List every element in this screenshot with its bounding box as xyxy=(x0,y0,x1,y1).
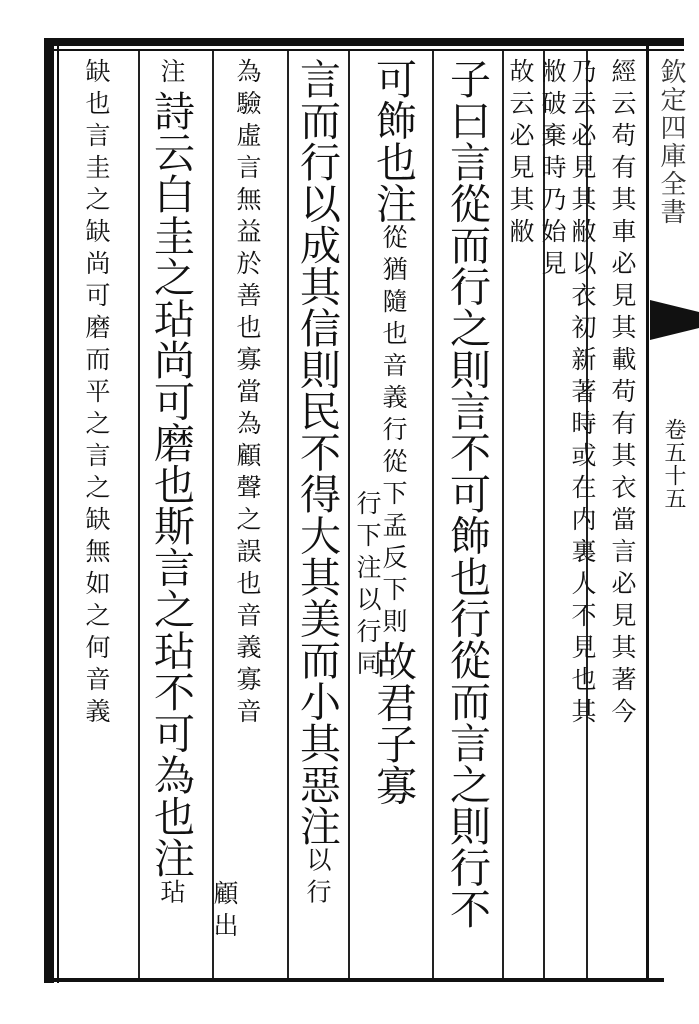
column-rule xyxy=(138,51,140,978)
main-text: 可飾也注 xyxy=(369,58,417,224)
text-column xyxy=(84,58,109,730)
annotation-text: 故云必見其敝 xyxy=(506,58,535,250)
annotation-text: 從猶隨也音義 xyxy=(379,224,408,416)
text-column xyxy=(443,58,491,930)
text-column xyxy=(293,58,341,911)
frame-right-border xyxy=(646,46,649,978)
annotation-text: 乃云必見其敝以衣初新著時或在内裏人不見也其 xyxy=(568,58,597,730)
column-rule xyxy=(212,51,214,978)
page-edge-margin xyxy=(650,58,699,978)
annotation-text: 寡音 xyxy=(233,666,262,730)
column-rule xyxy=(432,51,434,978)
annotation-text: 行下注以行同 xyxy=(353,490,382,682)
column-rule xyxy=(287,51,289,978)
text-column xyxy=(570,58,595,730)
text-column xyxy=(212,880,237,944)
annotation-text: 玷 xyxy=(157,878,186,911)
main-text: 故君子寡 xyxy=(369,640,417,806)
text-column xyxy=(610,58,635,730)
main-text: 子曰言從而行之則言不可飾也行從而言之則行不 xyxy=(443,58,491,930)
frame-left-inner-border xyxy=(57,46,59,983)
text-column xyxy=(508,58,533,250)
annotation-text: 缺也言圭之缺尚可磨而平之言之缺無如之何音義 xyxy=(82,58,111,730)
text-column xyxy=(235,58,260,730)
annotation-text: 行從下孟反下則 xyxy=(379,416,408,640)
annotation-text: 顧出 xyxy=(210,880,239,944)
frame-top-border xyxy=(44,38,684,46)
book-title-edge: 欽定四庫全書 xyxy=(656,58,686,226)
main-text: 言而行以成其信則民不得大其美而小其惡注 xyxy=(293,58,341,847)
juan-number: 卷五十五 xyxy=(661,418,686,510)
text-column xyxy=(355,490,380,682)
annotation-text: 以行 xyxy=(303,846,332,911)
text-column xyxy=(147,58,195,911)
frame-left-border xyxy=(44,38,54,983)
annotation-text: 注 xyxy=(157,58,186,90)
frame-top-inner-border xyxy=(44,49,684,51)
frame-bottom-border xyxy=(44,978,664,982)
annotation-text: 為驗虛言無益於善也寡當為顧聲之誤也音義 xyxy=(233,58,262,666)
main-text: 詩云白圭之玷尚可磨也斯言之玷不可為也注 xyxy=(147,90,195,879)
column-rule xyxy=(502,51,504,978)
text-column xyxy=(369,58,417,806)
text-column xyxy=(540,58,565,282)
annotation-text: 敝破棄時乃始見 xyxy=(538,58,567,282)
column-rule xyxy=(348,51,350,978)
annotation-text: 經云苟有其車必見其載苟有其衣當言必見其著今 xyxy=(608,58,637,730)
